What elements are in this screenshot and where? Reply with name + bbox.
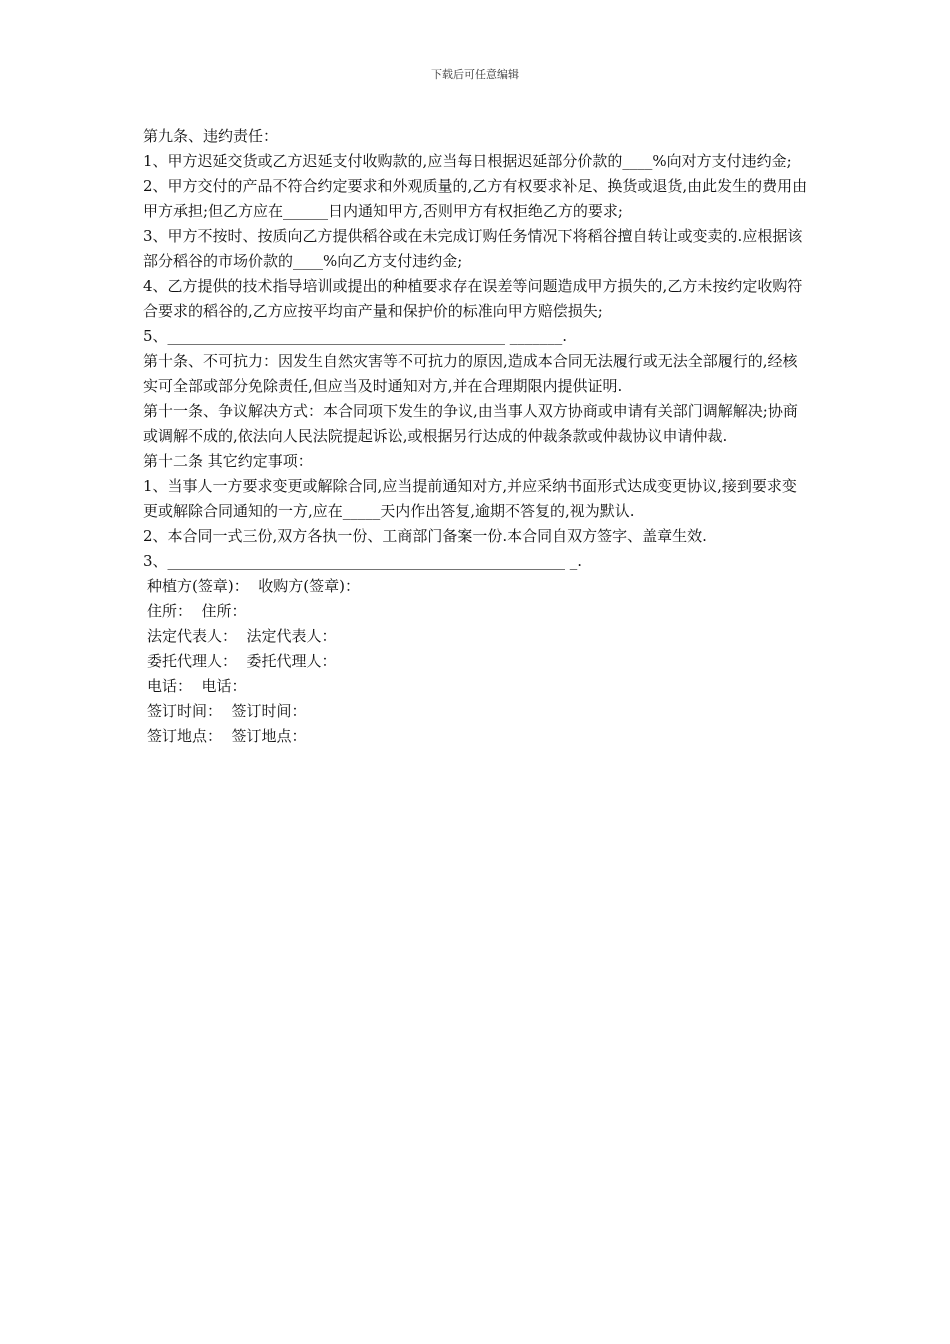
article-9-heading: 第九条、违约责任： [143, 127, 279, 145]
page-header: 下载后可任意编辑 [431, 68, 519, 81]
document-body [143, 124, 810, 749]
signature-row-place: 签订地点： 签订地点： [147, 727, 307, 745]
signature-row-legal-rep: 法定代表人： 法定代表人： [147, 627, 337, 645]
article-12-heading: 第十二条 其它约定事项： [143, 452, 313, 470]
article-12-clause-3: 3、_____________________________________________________ _. [143, 552, 583, 570]
article-9-clause-2: 2、甲方交付的产品不符合约定要求和外观质量的,乙方有权要求补足、换货或退货,由此发生的费用由甲方承担;但乙方应在______日内通知甲方,否则甲方有权拒绝乙方的要求; [143, 177, 808, 220]
article-10-force-majeure: 第十条、不可抗力：因发生自然灾害等不可抗力的原因,造成本合同无法履行或无法全部履行的,经核实可全部或部分免除责任,但应当及时通知对方,并在合理期限内提供证明. [143, 352, 798, 395]
signature-row-address: 住所： 住所： [147, 602, 247, 620]
article-9-clause-1: 1、甲方迟延交货或乙方迟延支付收购款的,应当每日根据迟延部分价款的____%向对方支付违约金; [143, 152, 792, 170]
article-9-clause-4: 4、乙方提供的技术指导培训或提出的种植要求存在误差等问题造成甲方损失的,乙方未按约定收购符合要求的稻谷的,乙方应按平均亩产量和保护价的标准向甲方赔偿损失; [143, 277, 803, 320]
signature-row-date: 签订时间： 签订时间： [147, 702, 307, 720]
article-12-clause-2: 2、本合同一式三份,双方各执一份、工商部门备案一份.本合同自双方签字、盖章生效. [143, 527, 707, 545]
article-9-clause-3: 3、甲方不按时、按质向乙方提供稻谷或在未完成订购任务情况下将稻谷擅自转让或变卖的.应根据该部分稻谷的市场价款的____%向乙方支付违约金; [143, 227, 803, 270]
signature-row-phone: 电话： 电话： [147, 677, 247, 695]
article-9-clause-5: 5、_____________________________________________ _______. [143, 327, 568, 345]
article-11-dispute-resolution: 第十一条、争议解决方式：本合同项下发生的争议,由当事人双方协商或申请有关部门调解解决;协商或调解不成的,依法向人民法院提起诉讼,或根据另行达成的仲裁条款或仲裁协议申请仲裁. [143, 402, 798, 445]
signature-row-agent: 委托代理人： 委托代理人： [147, 652, 337, 670]
article-12-clause-1: 1、当事人一方要求变更或解除合同,应当提前通知对方,并应采纳书面形式达成变更协议,接到要求变更或解除合同通知的一方,应在_____天内作出答复,逾期不答复的,视为默认. [143, 477, 797, 520]
signature-row-seal: 种植方(签章)： 收购方(签章)： [147, 577, 360, 595]
